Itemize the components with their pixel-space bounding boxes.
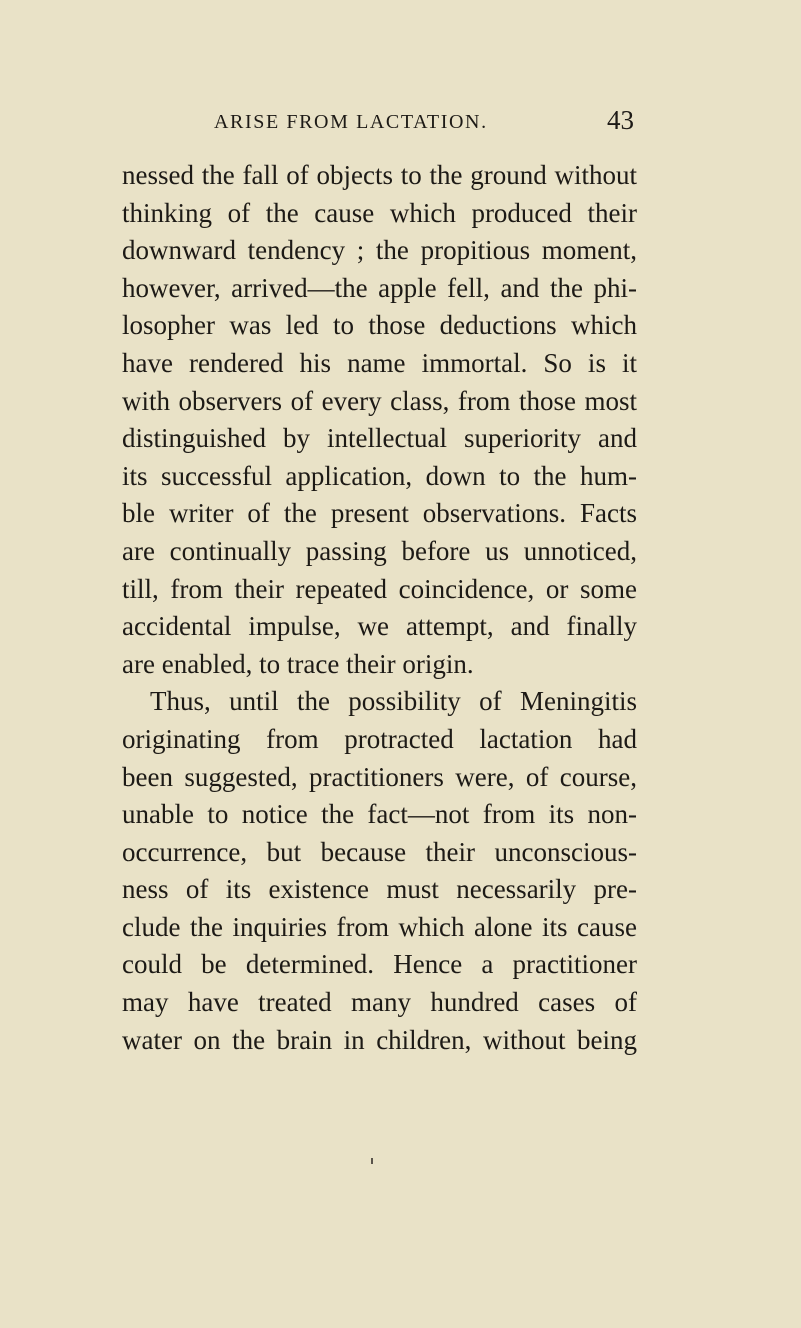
text-line: downward tendency ; the propitious moment, [122, 235, 637, 266]
text-line: occurrence, but because their unconscious- [122, 836, 637, 867]
text-line: ness of its existence must necessarily pre- [122, 874, 637, 905]
text-line: are enabled, to trace their origin. [122, 648, 474, 679]
text-line: thinking of the cause which produced their [122, 197, 637, 228]
text-line: with observers of every class, from those most [122, 385, 637, 416]
printer-mark [371, 1158, 373, 1164]
text-line: nessed the fall of objects to the ground without [122, 160, 637, 190]
text-line: have rendered his name immortal. So is it [122, 347, 637, 378]
text-line: could be determined. Hence a practitioner [122, 949, 637, 980]
text-line: unable to notice the fact—not from its non- [122, 799, 637, 830]
text-line: ble writer of the present observations. Facts [122, 498, 637, 529]
text-line: originating from protracted lactation had [122, 723, 637, 754]
text-line: clude the inquiries from which alone its cause [122, 911, 637, 942]
text-line: may have treated many hundred cases of [122, 987, 637, 1018]
running-head [214, 105, 634, 139]
page-number: 43 [607, 105, 634, 135]
text-line: been suggested, practitioners were, of course, [122, 761, 637, 792]
text-line: are continually passing before us unnoticed, [122, 535, 637, 566]
body-text [122, 157, 637, 1059]
text-line: its successful application, down to the hum- [122, 460, 637, 491]
text-line: however, arrived—the apple fell, and the phi- [122, 272, 637, 303]
running-title: ARISE FROM LACTATION. [214, 111, 488, 133]
text-line: till, from their repeated coincidence, or some [122, 573, 637, 604]
text-line: accidental impulse, we attempt, and finally [122, 611, 637, 642]
text-line: losopher was led to those deductions which [122, 310, 637, 341]
text-line: water on the brain in children, without being [122, 1024, 637, 1055]
text-line: distinguished by intellectual superiority and [122, 423, 637, 454]
text-line: Thus, until the possibility of Meningitis [150, 686, 637, 717]
